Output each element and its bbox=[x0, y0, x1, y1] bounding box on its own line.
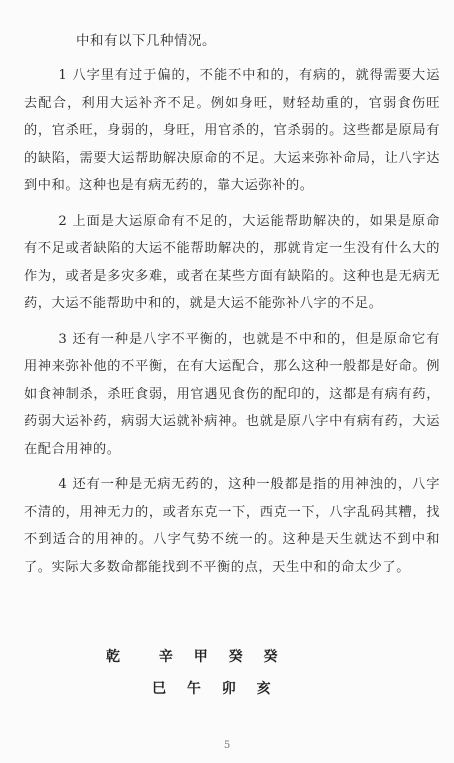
stem-day: 癸 bbox=[228, 649, 243, 665]
branch-hour: 亥 bbox=[256, 681, 271, 697]
paragraph-3: 3 还有一种是八字不平衡的，也就是不中和的，但是原命它有用神来弥补他的不平衡，在有大运配合，那么这种一般都是好命。例如食神制杀，杀旺食弱，用官遇见食伤的配印的，这都是有病有药，药弱大运补药，病弱大运就补病神。也就是原八字中有病有药，大运在配合用神的。 bbox=[24, 331, 440, 457]
page-number: 5 bbox=[223, 740, 231, 751]
branch-day: 卯 bbox=[221, 681, 236, 697]
branch-month: 午 bbox=[186, 681, 201, 697]
bazi-branches-row bbox=[152, 678, 287, 700]
stem-hour: 癸 bbox=[263, 649, 278, 665]
bazi-stems-row bbox=[106, 646, 294, 668]
gender-label: 乾 bbox=[106, 649, 120, 665]
document-body bbox=[24, 28, 440, 581]
stem-month: 甲 bbox=[193, 649, 208, 665]
branch-year: 巳 bbox=[152, 681, 166, 697]
paragraph-4: 4 还有一种是无病无药的，这种一般都是指的用神浊的，八字不清的，用神无力的，或者东克一下，西克一下，八字乱码其糟，找不到适合的用神的。八字气势不统一的。这种是天生就达不到中和了。实际大多数命都能找到不平衡的点，天生中和的命太少了。 bbox=[24, 477, 440, 575]
heavenly-stems bbox=[159, 649, 294, 665]
paragraph-1: 1 八字里有过于偏的，不能不中和的，有病的，就得需要大运去配合，利用大运补齐不足。例如身旺，财轻劫重的，官弱食伤旺的，官杀旺，身弱的，身旺，用官杀的，官杀弱的。这些都是原局有的缺陷，需要大运帮助解决原命的不足。大运来弥补命局，让八字达到中和。这种也是有病无药的，靠大运弥补的。 bbox=[24, 68, 440, 193]
paragraph-2: 2 上面是大运原命有不足的，大运能帮助解决的，如果是原命有不足或者缺陷的大运不能帮助解决的，那就肯定一生没有什么大的作为，或者是多灾多难，或者在某些方面有缺陷的。这种也是无病无药，大运不能帮助中和的，就是大运不能弥补八字的不足。 bbox=[24, 213, 440, 311]
intro-line: 中和有以下几种情况。 bbox=[76, 33, 216, 49]
stem-year: 辛 bbox=[158, 649, 173, 665]
earthly-branches bbox=[152, 681, 287, 697]
